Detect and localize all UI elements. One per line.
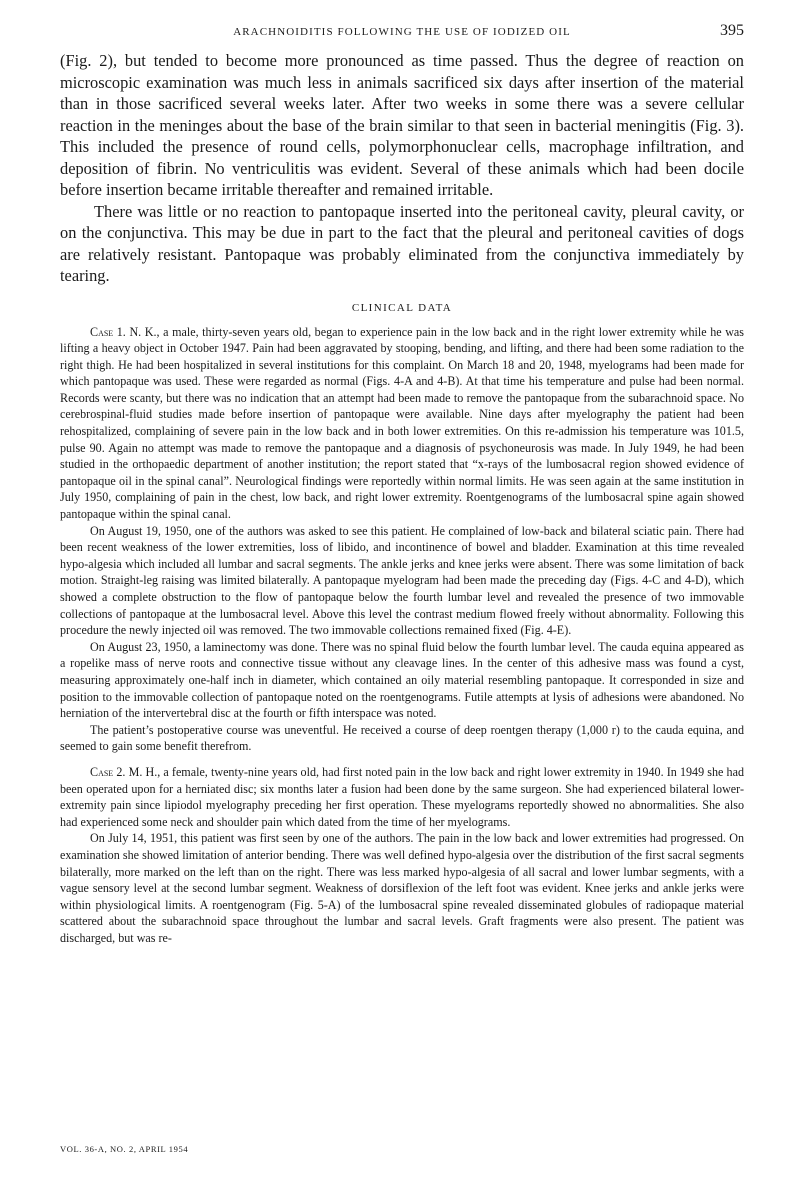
case-1-label: Case 1.: [90, 324, 126, 339]
running-head: [60, 22, 744, 42]
case-2-paragraph: [60, 764, 744, 830]
page-number: 395: [720, 22, 744, 39]
case-1-paragraph: [60, 324, 744, 523]
running-title: ARACHNOIDITIS FOLLOWING THE USE OF IODIZED OIL: [233, 26, 571, 38]
journal-footer: VOL. 36-A, NO. 2, APRIL 1954: [60, 1144, 189, 1154]
case-1: [60, 324, 744, 755]
journal-page: [60, 22, 744, 1172]
case-2-label: Case 2.: [90, 764, 126, 779]
case-1-paragraph: On August 23, 1950, a laminectomy was done. There was no spinal fluid below the fourth lumbar level. The cauda equina appeared as a ropelike mass of nerve roots and connective tissue without any cleavage lines. In the center of this adhesive mass was found a cyst, measuring approximately one-half inch in diameter, which contained an oily material resembling pantopaque. It corresponded in size and position to the immovable collection of pantopaque noted on the roentgenograms. Futile attempts at lysis of adhesions were abandoned. No herniation of the intervertebral disc at the fourth or fifth interspace was noted.: [60, 639, 744, 721]
case-1-text: N. K., a male, thirty-seven years old, began to experience pain in the low back and in the right lower extremity while he was lifting a heavy object in October 1947. Pain had been aggravated by stooping, bending, and lifting, and there had been some radiation to the right thigh. He had been hospitalized in several institutions for this complaint. On March 18 and 20, 1948, myelograms had been made for which pantopaque was used. These were regarded as normal (Figs. 4-A and 4-B). At that time his temperature and pulse had been normal. Records were scanty, but there was no indication that an attempt had been made to remove the pantopaque from the subarachnoid space. No cerebrospinal-fluid studies made before insertion of pantopaque were available. Nine days after myelography the patient had been rehospitalized, complaining of severe pain in the low back and in both lower extremities. On this re-admission his temperature was 101.5, pulse 90. Again no attempt was made to remove the pantopaque and a diagnosis of psychoneurosis was made. In July 1949, he had been studied in the orthopaedic department of another institution; the report stated that “x-rays of the lumbosacral region showed evidence of pantopaque oil in the spinal canal”. Neurological findings were reportedly within normal limits. He was seen again at the same institution in July 1950, complaining of pain in the chest, low back, and right lower extremity. Roentgenograms of the lumbosacral spine again showed pantopaque within the spinal canal.: [60, 324, 745, 522]
paragraph-pantopaque-reaction: There was little or no reaction to pantopaque inserted into the peritoneal cavity, pleural cavity, or on the conjunctiva. This may be due in part to the fact that the pleural and peritoneal cavities of dogs are relatively resistant. Pantopaque was probably eliminated from the conjunctiva immediately by tearing.: [60, 201, 744, 285]
paragraph-continuation: (Fig. 2), but tended to become more pronounced as time passed. Thus the degree of reaction on microscopic examination was much less in animals sacrificed six days after insertion of the material than in those sacrificed several weeks later. After two weeks in some there was a severe cellular reaction in the meninges about the base of the brain similar to that seen in bacterial meningitis (Fig. 3). This included the presence of round cells, polymorphonuclear cells, macrophage infiltration, and deposition of fibrin. No ventriculitis was evident. Several of these animals which had been docile before insertion became irritable thereafter and remained irritable.: [60, 51, 744, 199]
case-2: [60, 764, 744, 947]
case-1-paragraph: The patient’s postoperative course was uneventful. He received a course of deep roentgen therapy (1,000 r) to the cauda equina, and seemed to gain some benefit therefrom.: [60, 722, 744, 754]
case-2-text: M. H., a female, twenty-nine years old, had first noted pain in the low back and right lower extremity in 1940. In 1949 she had been operated upon for a herniated disc; six months later a fusion had been done by the same surgeon. She had experienced bilateral lower-extremity pain since lipiodol myelography preceding her first operation. These myelograms reportedly showed no abnormalities. She also had experienced some neck and shoulder pain which dated from the time of her myelograms.: [60, 764, 744, 829]
case-1-paragraph: On August 19, 1950, one of the authors was asked to see this patient. He complained of low-back and bilateral sciatic pain. There had been recent weakness of the lower extremities, loss of libido, and incontinence of bowel and bladder. Examination at this time revealed hypo-algesia which included all lumbar and sacral segments. The ankle jerks and knee jerks were absent. There was some limitation of back motion. Straight-leg raising was limited bilaterally. A pantopaque myelogram had been made the preceding day (Figs. 4-C and 4-D), which showed a complete obstruction to the flow of pantopaque below the fourth lumbar level and revealed the presence of two immovable collections of pantopaque at the lumbosacral level. Above this level the contrast medium flowed freely without abnormality. Following this procedure the newly injected oil was removed. The two immovable collections remained fixed (Fig. 4-E).: [60, 523, 744, 638]
intro-text: [60, 50, 744, 287]
case-2-paragraph: On July 14, 1951, this patient was first seen by one of the authors. The pain in the low back and lower extremities had progressed. On examination she showed limitation of anterior bending. There was well defined hypo-algesia over the distribution of the first sacral segments bilaterally, more marked on the left than on the right. There was less marked hypo-algesia of all sacral and lower lumbar segments, with a vague sensory level at the second lumbar segment. Weakness of dorsiflexion of the left foot was evident. Knee jerks and ankle jerks were within physiological limits. A roentgenogram (Fig. 5-A) of the lumbosacral spine revealed disseminated globules of radiopaque material scattered about the subarachnoid space throughout the lumbar and sacral levels. Graft fragments were also present. The patient was discharged, but was re-: [60, 831, 744, 945]
section-heading-clinical-data: CLINICAL DATA: [351, 301, 453, 314]
